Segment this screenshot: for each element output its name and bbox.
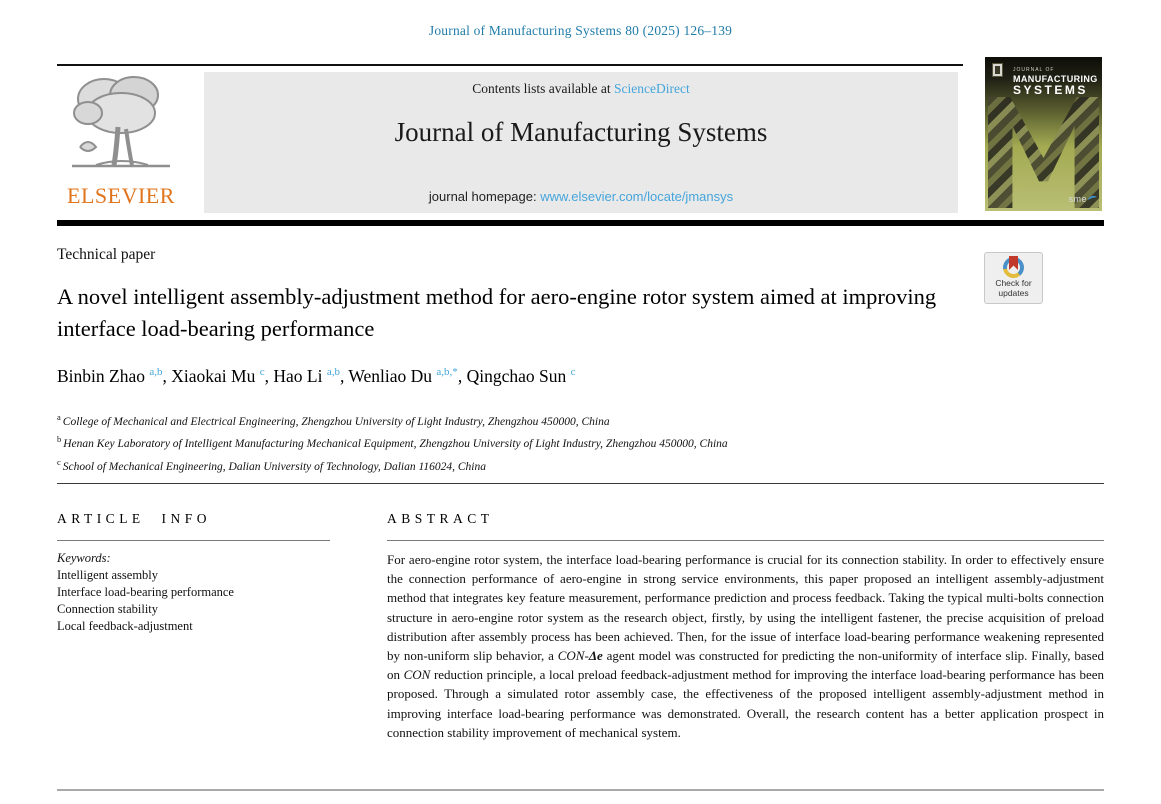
elsevier-tree-icon — [66, 69, 176, 181]
keywords-list — [57, 567, 330, 635]
abstract-column — [387, 511, 1104, 742]
journal-citation: Journal of Manufacturing Systems 80 (2025) 126–139 — [428, 23, 733, 38]
cover-title-line1: JOURNAL OF — [1013, 67, 1055, 73]
keyword-item: Connection stability — [57, 602, 159, 616]
keyword-item: Interface load-bearing performance — [57, 585, 234, 599]
cover-titles — [1013, 68, 1098, 98]
contents-prefix: Contents lists available at — [472, 81, 614, 96]
author: Xiaokai Mu $^c$ — [171, 366, 265, 386]
keyword-item: Intelligent assembly — [57, 568, 159, 582]
cover-title-line3: SYSTEMS — [1013, 83, 1088, 98]
affiliation: $^b$ Henan Key Laboratory of Intelligent Manufacturing Mechanical Equipment, Zhengzhou University of Light Industry, Zhengzhou 450000, China — [57, 434, 728, 451]
affiliation: $^a$ College of Mechanical and Electrical Engineering, Zhengzhou University of Light Industry, Zhengzhou 450000, China — [57, 412, 610, 428]
authors-line: Binbin Zhao $^{a,b}$, Xiaokai Mu $^c$, Hao Li $^{a,b}$, Wenliao Du $^{a,b,*}$, Qingchao Sun $^c$ — [57, 366, 576, 386]
cover-m-graphic — [988, 97, 1099, 208]
footer-divider — [57, 789, 1104, 791]
keyword-item: Local feedback-adjustment — [57, 619, 193, 633]
article-info-heading: ARTICLE INFO — [57, 511, 212, 526]
check-for-updates-badge[interactable] — [984, 252, 1043, 304]
article-info-column — [57, 511, 330, 635]
abstract-paragraph: For aero-engine rotor system, the interface load-bearing performance is crucial for its connection stability. In order to effectively ensure the connection performance of aero-engine in strong service environments, this paper proposed an intelligent assembly-adjustment method that integrates key feature measurement, performance prediction and process feedback. Taking the typical multi-bolts connection structure in aero-engine rotor system as the research object, firstly, by using the intelligent fastener, the precise acquisition of preload distribution after assembly process has been achieved. Then, for the issue of interface load-bearing performance weakening represented by non-uniform slip behavior, a CON-Δe agent model was constructed for predicting the non-uniformity of interface slip. Finally, based on CON reduction principle, a local preload feedback-adjustment method for improving the interface load-bearing performance has been proposed. Through a simulated rotor assembly case, the effectiveness of the proposed intelligent assembly-adjustment method in improving interface load-bearing performance was demonstrated. Overall, the research content has a better application prospect in connection stability improvement of mechanical system. — [387, 552, 1105, 740]
author: Binbin Zhao $^{a,b}$ — [57, 366, 163, 386]
abstract-heading-rule — [387, 540, 1104, 541]
elsevier-logo — [57, 69, 185, 214]
keywords-label: Keywords: — [57, 551, 111, 565]
cover-emblem-icon — [992, 63, 1003, 77]
affiliation: $^c$ School of Mechanical Engineering, Dalian University of Technology, Dalian 116024, China — [57, 456, 486, 473]
article-info-heading-rule — [57, 540, 330, 541]
journal-cover-thumbnail — [985, 57, 1102, 211]
check-for-updates-label: Check for updates — [995, 278, 1032, 298]
elsevier-wordmark: ELSEVIER — [67, 183, 175, 208]
homepage-line — [204, 189, 958, 204]
check-for-updates-icon — [1003, 257, 1024, 278]
affiliations-list — [57, 409, 728, 476]
bookmark-icon — [1009, 256, 1018, 270]
section-divider — [57, 483, 1104, 484]
author: Hao Li $^{a,b}$ — [273, 366, 340, 386]
homepage-link[interactable]: www.elsevier.com/locate/jmansys — [540, 189, 734, 204]
keywords-block — [57, 550, 330, 635]
abstract-heading: ABSTRACT — [387, 511, 494, 526]
sciencedirect-link[interactable]: ScienceDirect — [614, 81, 690, 96]
cover-title-line2: MANUFACTURING — [1013, 73, 1098, 84]
author: Wenliao Du $^{a,b,*}$ — [348, 366, 458, 386]
article-type-label: Technical paper — [57, 246, 156, 263]
homepage-prefix: journal homepage: — [428, 189, 541, 204]
contents-line — [204, 72, 958, 97]
journal-title: Journal of Manufacturing Systems — [394, 117, 768, 147]
header-thick-divider — [57, 220, 1104, 226]
top-divider — [57, 64, 963, 66]
article-title: A novel intelligent assembly-adjustment method for aero-engine rotor system aimed at improving interface load-bearing performance — [57, 284, 937, 341]
sme-logo: sme — [1068, 194, 1097, 204]
author: Qingchao Sun $^c$ — [466, 366, 576, 386]
journal-header-banner — [204, 72, 958, 213]
